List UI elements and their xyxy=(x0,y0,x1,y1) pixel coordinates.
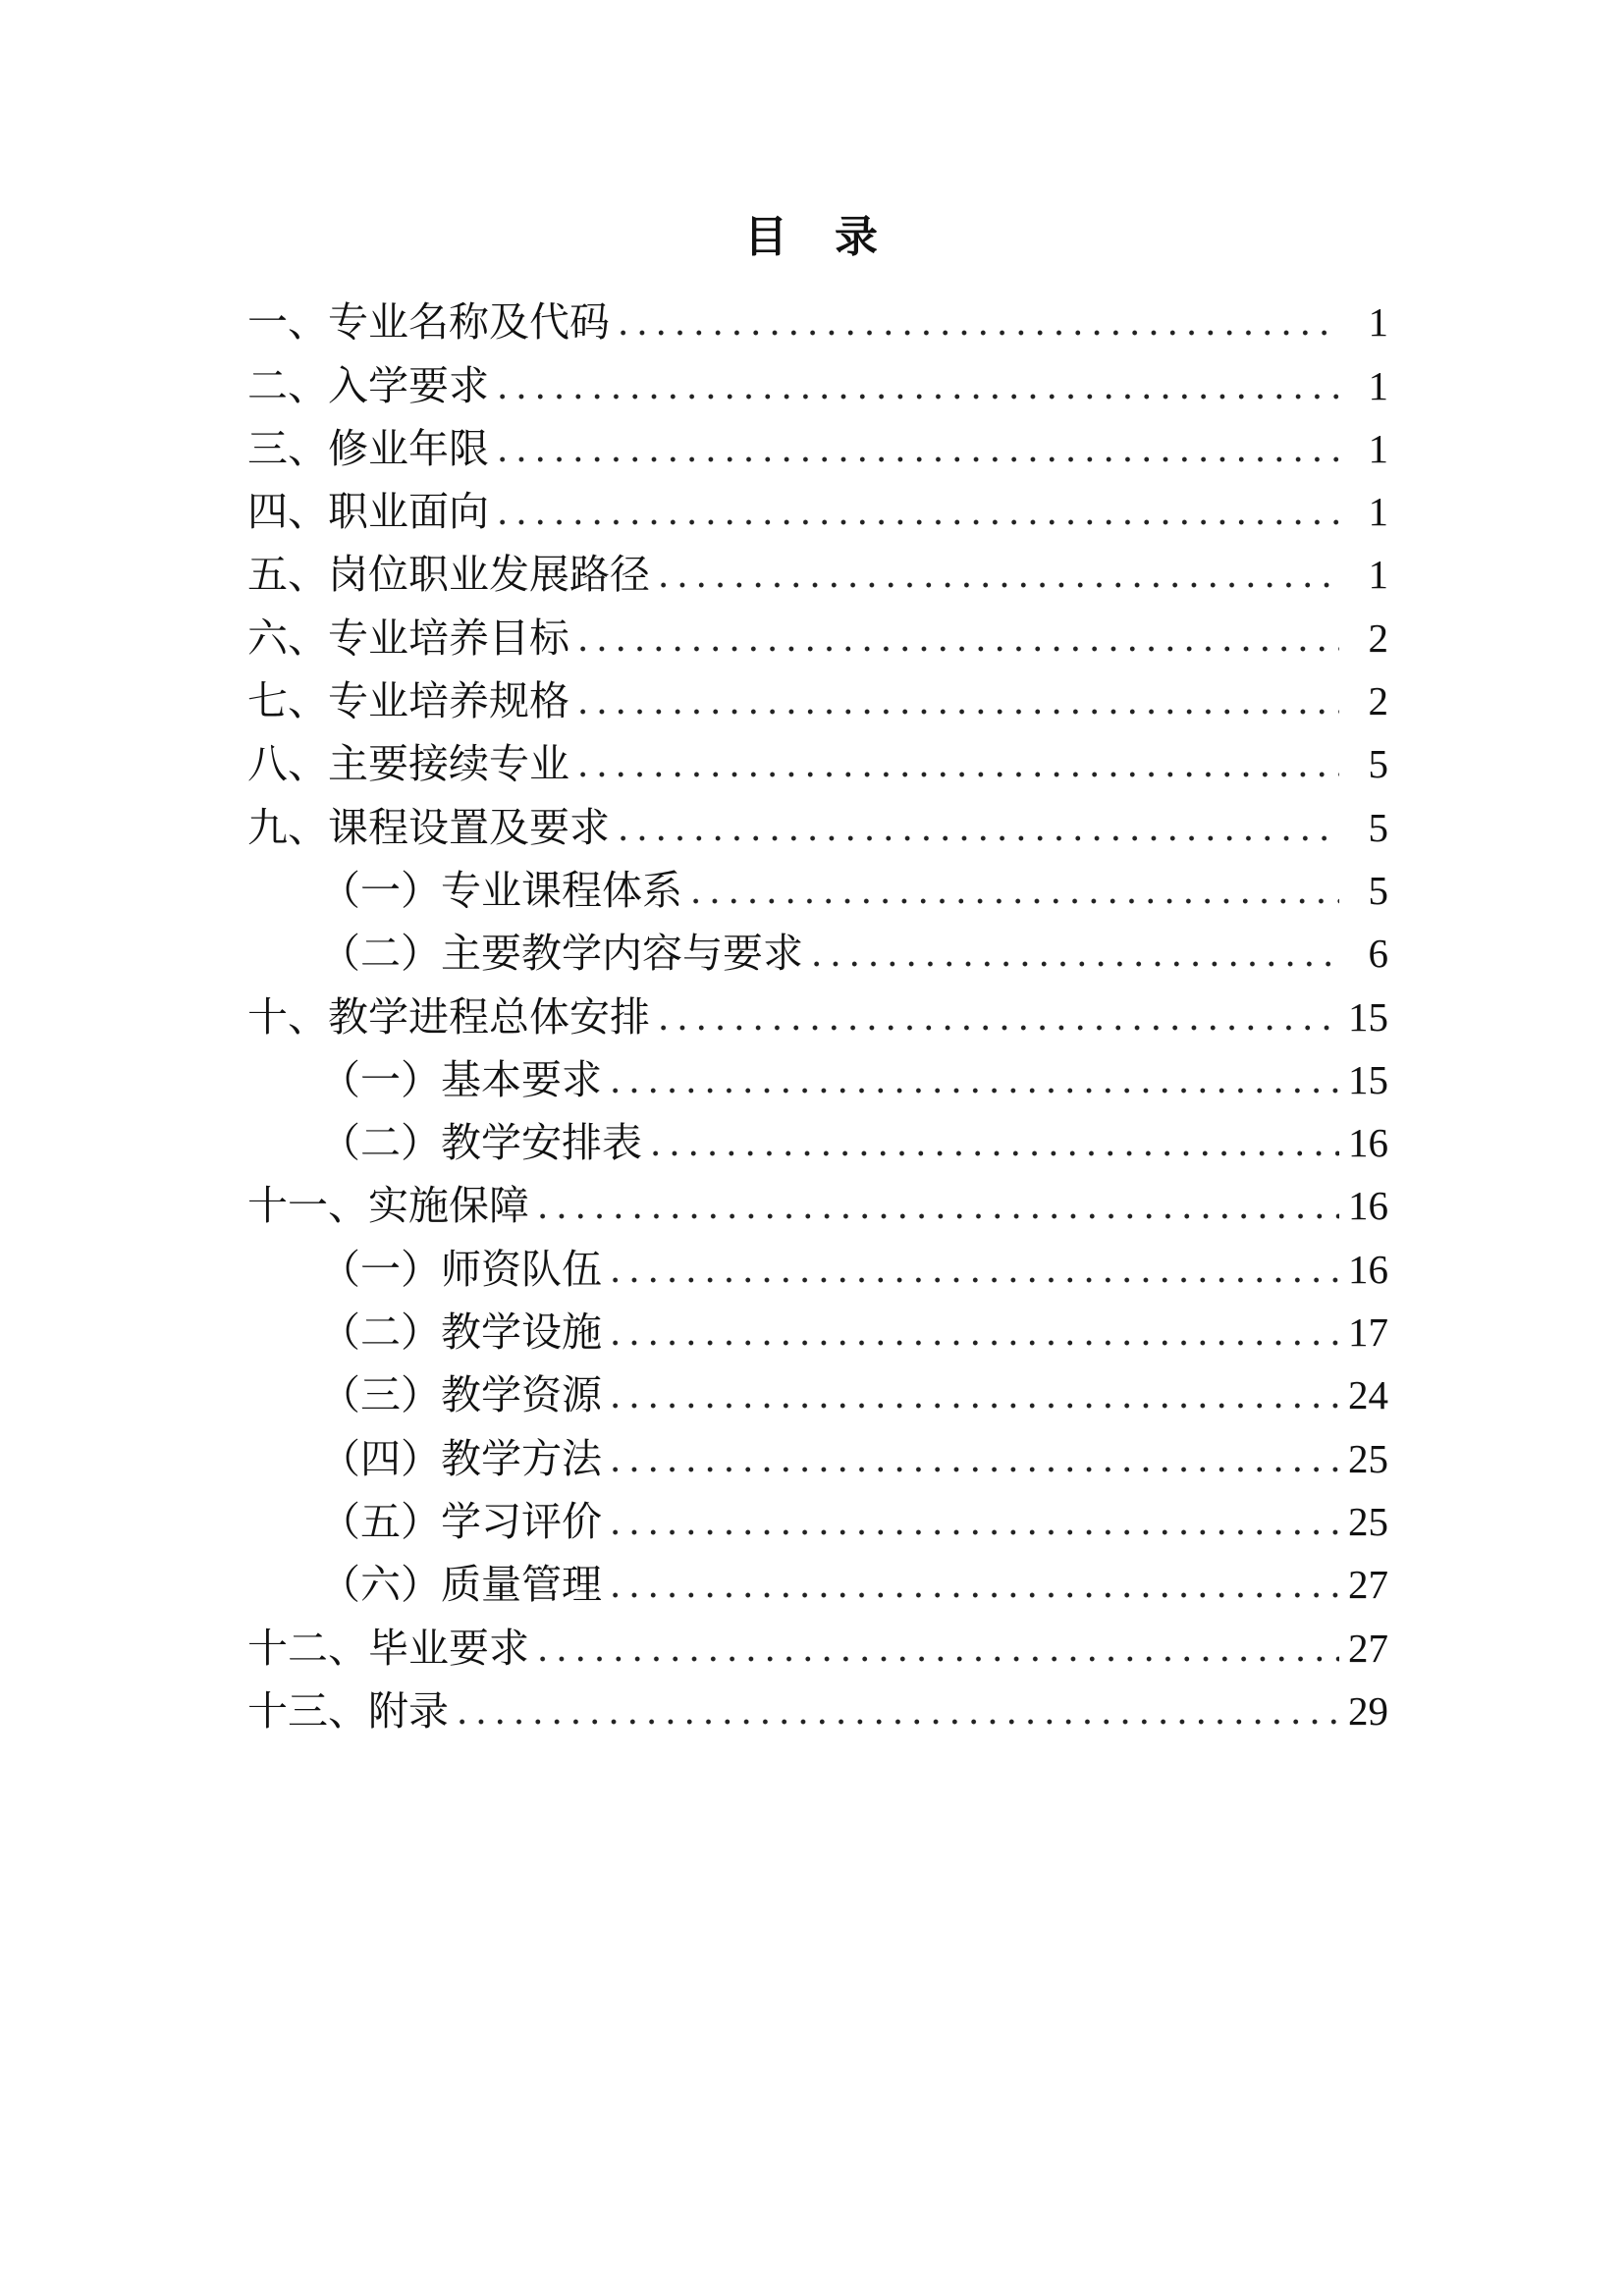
dot-leader xyxy=(493,488,1339,527)
toc-entry-label: 十二、毕业要求 xyxy=(247,1624,529,1672)
dot-leader xyxy=(606,1056,1339,1095)
toc-entry[interactable] xyxy=(247,287,1388,349)
dot-leader xyxy=(614,298,1339,338)
toc-entry-page: 16 xyxy=(1348,1120,1388,1166)
toc-entry[interactable] xyxy=(247,1170,1388,1233)
toc-entry-label: 八、主要接续专业 xyxy=(247,740,569,788)
dot-leader xyxy=(606,1561,1339,1600)
toc-entry-page: 1 xyxy=(1368,552,1388,598)
dot-leader xyxy=(573,677,1339,717)
toc-entry-page: 1 xyxy=(1368,299,1388,346)
toc-entry-label: （一）专业课程体系 xyxy=(320,866,682,914)
dot-leader xyxy=(493,425,1339,464)
toc-entry-page: 24 xyxy=(1348,1372,1388,1418)
toc-entry[interactable] xyxy=(247,602,1388,665)
toc-entry[interactable] xyxy=(247,981,1388,1043)
toc-entry-page: 27 xyxy=(1348,1625,1388,1671)
toc-entry-label: 三、修业年限 xyxy=(247,424,489,472)
dot-leader xyxy=(646,1119,1339,1158)
toc-entry-page: 5 xyxy=(1368,804,1388,850)
toc-subentry[interactable] xyxy=(247,1549,1388,1612)
toc-entry-label: 六、专业培养目标 xyxy=(247,614,569,662)
toc-entry[interactable] xyxy=(247,476,1388,539)
dot-leader xyxy=(606,1435,1339,1474)
toc-entry-label: （六）质量管理 xyxy=(320,1561,602,1609)
toc-entry[interactable] xyxy=(247,1612,1388,1675)
dot-leader xyxy=(573,614,1339,654)
toc-subentry[interactable] xyxy=(247,1422,1388,1485)
toc-entry-page: 15 xyxy=(1348,993,1388,1040)
toc-entry-page: 1 xyxy=(1368,489,1388,535)
toc-entry-label: （四）教学方法 xyxy=(320,1434,602,1482)
toc-entry-label: （五）学习评价 xyxy=(320,1497,602,1545)
toc-entry-page: 5 xyxy=(1368,741,1388,787)
toc-entry-label: 二、入学要求 xyxy=(247,361,489,409)
toc-entry-page: 1 xyxy=(1368,362,1388,408)
toc-entry-page: 1 xyxy=(1368,425,1388,471)
toc-subentry[interactable] xyxy=(247,918,1388,981)
toc-entry-page: 2 xyxy=(1368,678,1388,724)
toc-entry-label: （三）教学资源 xyxy=(320,1371,602,1419)
toc-entry-label: （一）基本要求 xyxy=(320,1055,602,1103)
dot-leader xyxy=(533,1625,1339,1664)
toc-subentry[interactable] xyxy=(247,1044,1388,1107)
toc-entry[interactable] xyxy=(247,666,1388,728)
toc-entry[interactable] xyxy=(247,539,1388,602)
toc-entry[interactable] xyxy=(247,349,1388,412)
toc-entry-page: 15 xyxy=(1348,1056,1388,1102)
toc-subentry[interactable] xyxy=(247,855,1388,918)
toc-entry-label: 十三、附录 xyxy=(247,1686,449,1735)
dot-leader xyxy=(606,1246,1339,1285)
toc-entry-page: 17 xyxy=(1348,1309,1388,1356)
toc-entry-page: 25 xyxy=(1348,1498,1388,1544)
toc-entry-label: 十、教学进程总体安排 xyxy=(247,992,650,1041)
toc-entry-label: 九、课程设置及要求 xyxy=(247,803,610,851)
dot-leader xyxy=(654,551,1339,590)
toc-entry-page: 16 xyxy=(1348,1183,1388,1229)
toc-entry[interactable] xyxy=(247,413,1388,476)
dot-leader xyxy=(573,740,1339,779)
toc-entry-page: 6 xyxy=(1368,931,1388,977)
dot-leader xyxy=(614,804,1339,843)
toc-entry-page: 25 xyxy=(1348,1435,1388,1481)
dot-leader xyxy=(533,1182,1339,1221)
dot-leader xyxy=(686,867,1339,906)
dot-leader xyxy=(493,362,1339,401)
table-of-contents xyxy=(247,287,1388,1738)
toc-entry-page: 2 xyxy=(1368,614,1388,661)
dot-leader xyxy=(807,930,1339,969)
toc-entry-page: 16 xyxy=(1348,1246,1388,1292)
dot-leader xyxy=(453,1687,1339,1727)
toc-entry-page: 5 xyxy=(1368,867,1388,913)
toc-entry[interactable] xyxy=(247,1676,1388,1738)
toc-subentry[interactable] xyxy=(247,1297,1388,1360)
toc-entry-label: （二）主要教学内容与要求 xyxy=(320,930,803,978)
toc-entry[interactable] xyxy=(247,728,1388,791)
toc-subentry[interactable] xyxy=(247,1107,1388,1170)
toc-entry[interactable] xyxy=(247,791,1388,854)
toc-entry-page: 27 xyxy=(1348,1562,1388,1608)
toc-entry-label: （二）教学安排表 xyxy=(320,1119,642,1167)
toc-entry-label: 四、职业面向 xyxy=(247,488,489,536)
dot-leader xyxy=(606,1498,1339,1537)
toc-subentry[interactable] xyxy=(247,1233,1388,1296)
toc-entry-label: （二）教学设施 xyxy=(320,1308,602,1357)
toc-entry-label: 一、专业名称及代码 xyxy=(247,298,610,347)
dot-leader xyxy=(606,1308,1339,1348)
toc-entry-label: （一）师资队伍 xyxy=(320,1245,602,1293)
toc-title: 目 录 xyxy=(744,212,880,262)
toc-subentry[interactable] xyxy=(247,1360,1388,1422)
toc-entry-label: 十一、实施保障 xyxy=(247,1182,529,1230)
dot-leader xyxy=(654,993,1339,1033)
toc-entry-label: 五、岗位职业发展路径 xyxy=(247,551,650,599)
toc-entry-page: 29 xyxy=(1348,1687,1388,1734)
toc-subentry[interactable] xyxy=(247,1486,1388,1549)
toc-entry-label: 七、专业培养规格 xyxy=(247,677,569,725)
dot-leader xyxy=(606,1371,1339,1411)
